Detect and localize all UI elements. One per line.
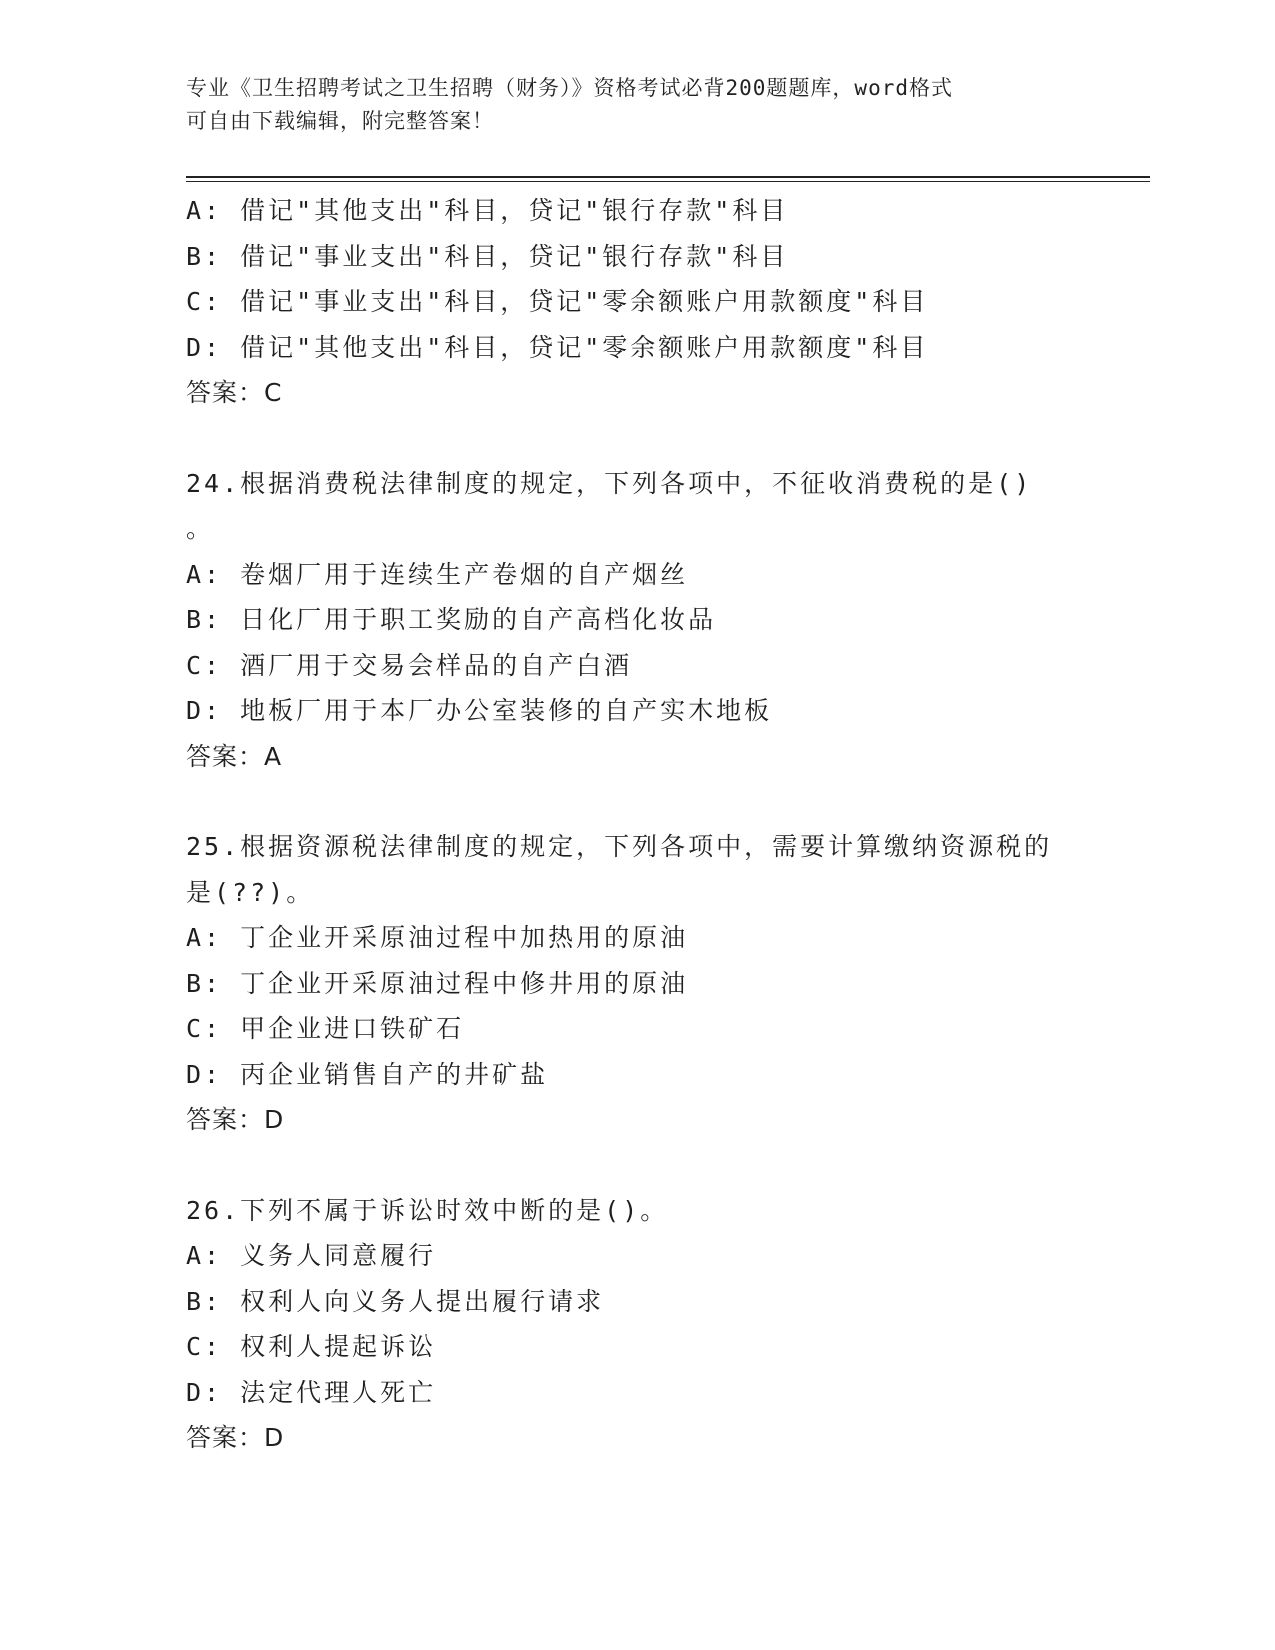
option-b: B: 丁企业开采原油过程中修井用的原油 <box>186 968 689 998</box>
header-divider-thick <box>186 176 1150 178</box>
option-a: A: 卷烟厂用于连续生产卷烟的自产烟丝 <box>186 559 689 589</box>
header-line-1: 专业《卫生招聘考试之卫生招聘（财务）》资格考试必背200题题库，word格式 <box>186 76 953 100</box>
question-block-24 <box>186 461 1086 780</box>
option-c: C: 借记"事业支出"科目，贷记"零余额账户用款额度"科目 <box>186 287 929 316</box>
question-stem-cont: 是(??)。 <box>186 877 315 907</box>
question-block-25 <box>186 824 1086 1143</box>
option-b: B: 日化厂用于职工奖励的自产高档化妆品 <box>186 605 717 634</box>
option-d: D: 借记"其他支出"科目，贷记"零余额账户用款额度"科目 <box>186 332 929 362</box>
option-c: C: 酒厂用于交易会样品的自产白酒 <box>186 650 633 680</box>
answer: 答案：D <box>186 1105 285 1134</box>
question-list <box>186 188 1086 1461</box>
option-a: A: 义务人同意履行 <box>186 1241 437 1270</box>
option-d: D: 丙企业销售自产的井矿盐 <box>186 1059 549 1089</box>
answer: 答案：D <box>186 1423 285 1452</box>
spacer <box>186 416 1086 461</box>
question-stem: 24.根据消费税法律制度的规定，下列各项中，不征收消费税的是() <box>186 468 1033 498</box>
option-d: D: 法定代理人死亡 <box>186 1377 437 1407</box>
header-divider-thin <box>186 181 1150 182</box>
question-stem: 26.下列不属于诉讼时效中断的是()。 <box>186 1195 669 1225</box>
question-stem: 25.根据资源税法律制度的规定，下列各项中，需要计算缴纳资源税的 <box>186 832 1053 861</box>
header-line-2: 可自由下载编辑，附完整答案！ <box>186 109 494 133</box>
option-a: A: 借记"其他支出"科目，贷记"银行存款"科目 <box>186 196 789 225</box>
spacer <box>186 779 1086 824</box>
question-block-26 <box>186 1188 1086 1461</box>
option-d: D: 地板厂用于本厂办公室装修的自产实木地板 <box>186 696 773 725</box>
spacer <box>186 1143 1086 1188</box>
answer: 答案：C <box>186 378 283 407</box>
option-b: B: 权利人向义务人提出履行请求 <box>186 1286 605 1316</box>
question-stem-cont: 。 <box>186 514 215 543</box>
document-header <box>186 72 1086 138</box>
option-b: B: 借记"事业支出"科目，贷记"银行存款"科目 <box>186 241 789 271</box>
option-c: C: 甲企业进口铁矿石 <box>186 1014 465 1043</box>
answer: 答案：A <box>186 741 283 771</box>
question-block-prev <box>186 188 1086 416</box>
option-a: A: 丁企业开采原油过程中加热用的原油 <box>186 923 689 952</box>
option-c: C: 权利人提起诉讼 <box>186 1332 437 1361</box>
